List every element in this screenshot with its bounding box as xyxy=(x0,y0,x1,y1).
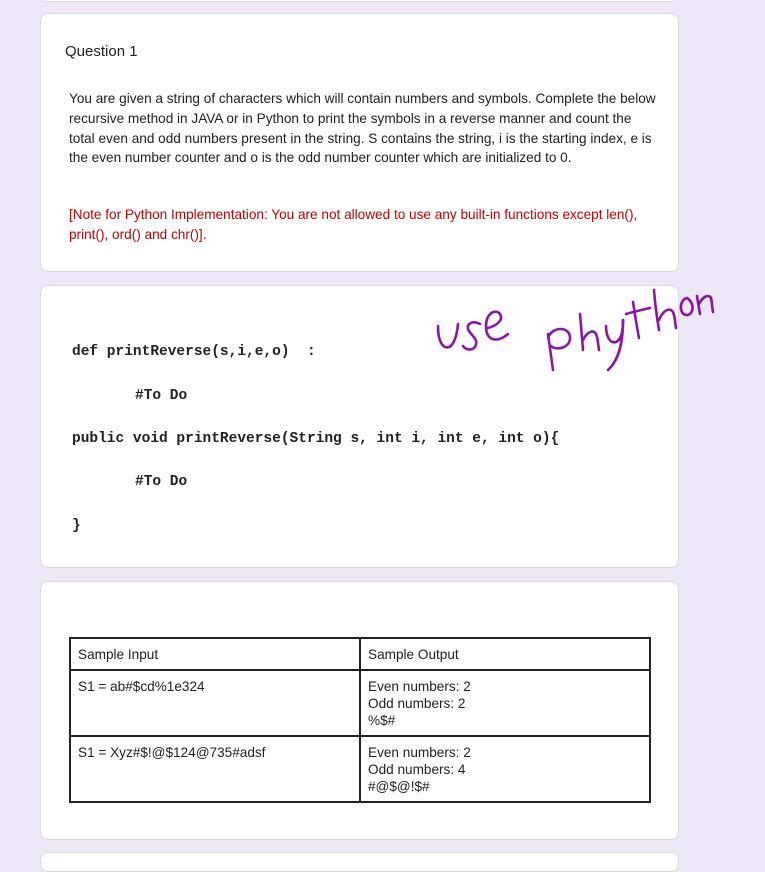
python-implementation-note: [Note for Python Implementation: You are not allowed to use any built-in functions except len(), print(), ord() and chr()]. xyxy=(69,207,638,242)
java-todo: #To Do xyxy=(135,474,188,490)
java-closing-brace: } xyxy=(72,518,81,534)
header-sample-output: Sample Output xyxy=(360,638,650,670)
sample-input-cell: S1 = ab#$cd%1e324 xyxy=(70,670,360,736)
table-row xyxy=(70,670,650,736)
code-card xyxy=(40,285,679,568)
table-header-row xyxy=(70,638,650,670)
sample-input-cell: S1 = Xyz#$!@$124@735#adsf xyxy=(70,736,360,802)
python-signature: def printReverse(s,i,e,o) : xyxy=(72,344,316,360)
python-todo: #To Do xyxy=(135,388,188,404)
table-row xyxy=(70,736,650,802)
sample-card xyxy=(40,581,679,840)
sample-table xyxy=(69,637,651,803)
sample-output-cell: Even numbers: 2 Odd numbers: 2 %$# xyxy=(360,670,650,736)
java-signature: public void printReverse(String s, int i, int e, int o){ xyxy=(72,431,560,447)
next-card xyxy=(40,852,679,872)
previous-card xyxy=(40,0,679,2)
sample-output-cell: Even numbers: 2 Odd numbers: 4 #@$@!$# xyxy=(360,736,650,802)
question-card xyxy=(40,13,679,272)
question-title: Question 1 xyxy=(65,43,138,60)
question-description: You are given a string of characters which will contain numbers and symbols. Complete the below recursive method in JAVA or in Python to print the symbols in a reverse manner and count the total even and odd numbers present in the string. S contains the string, i is the starting index, e is the even number counter and o is the odd number counter which are initialized to 0. xyxy=(69,91,656,166)
header-sample-input: Sample Input xyxy=(70,638,360,670)
